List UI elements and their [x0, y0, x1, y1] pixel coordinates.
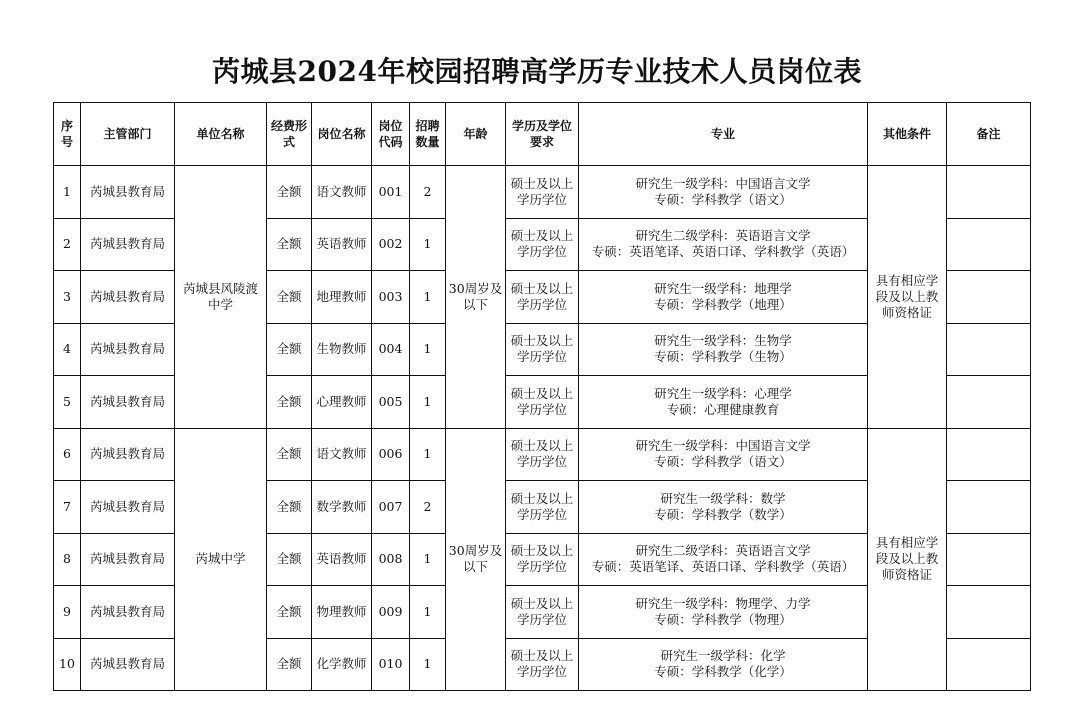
cell-code: 006: [372, 428, 410, 481]
header-education: 学历及学位要求: [506, 103, 579, 166]
education-line: 学历学位: [516, 506, 567, 522]
cell-funding: 全额: [267, 533, 312, 586]
cell-education: [506, 271, 579, 324]
cell-dept: 芮城县教育局: [81, 323, 175, 376]
positions-table: [53, 102, 1031, 691]
major-line: 专硕：英语笔译、英语口译、学科教学（英语）: [591, 244, 855, 260]
cell-notes: [947, 428, 1031, 481]
cell-seq: 3: [54, 271, 81, 324]
cell-notes: [947, 376, 1031, 429]
education-line: 硕士及以上: [510, 333, 574, 349]
cell-count: 1: [410, 533, 446, 586]
cell-education: [506, 533, 579, 586]
header-other: 其他条件: [868, 103, 947, 166]
cell-funding: 全额: [267, 166, 312, 219]
cell-position: 英语教师: [312, 533, 372, 586]
cell-dept: 芮城县教育局: [81, 376, 175, 429]
major-line: 专硕：学科教学（化学）: [654, 664, 792, 680]
cell-education: [506, 166, 579, 219]
cell-code: 008: [372, 533, 410, 586]
cell-seq: 8: [54, 533, 81, 586]
cell-notes: [947, 638, 1031, 691]
major-line: 研究生一级学科：物理学、力学: [635, 595, 811, 611]
cell-code: 002: [372, 218, 410, 271]
major-line: 专硕：心理健康教育: [666, 401, 780, 417]
cell-position: 心理教师: [312, 376, 372, 429]
education-line: 学历学位: [516, 191, 567, 207]
cell-dept: 芮城县教育局: [81, 166, 175, 219]
cell-education: [506, 376, 579, 429]
cell-seq: 1: [54, 166, 81, 219]
cell-funding: 全额: [267, 376, 312, 429]
education-line: 硕士及以上: [510, 438, 574, 454]
cell-code: 009: [372, 586, 410, 639]
cell-code: 007: [372, 481, 410, 534]
education-line: 硕士及以上: [510, 228, 574, 244]
cell-count: 1: [410, 271, 446, 324]
major-line: 专硕：学科教学（生物）: [654, 349, 792, 365]
header-age: 年龄: [446, 103, 506, 166]
cell-code: 003: [372, 271, 410, 324]
education-line: 学历学位: [516, 454, 567, 470]
cell-count: 1: [410, 323, 446, 376]
cell-notes: [947, 586, 1031, 639]
cell-position: 生物教师: [312, 323, 372, 376]
cell-position: 化学教师: [312, 638, 372, 691]
cell-dept: 芮城县教育局: [81, 428, 175, 481]
cell-major: [579, 271, 868, 324]
cell-funding: 全额: [267, 481, 312, 534]
cell-unit: 芮城中学: [175, 428, 267, 691]
cell-code: 005: [372, 376, 410, 429]
header-code: 岗位代码: [372, 103, 410, 166]
header-dept: 主管部门: [81, 103, 175, 166]
cell-major: [579, 166, 868, 219]
cell-funding: 全额: [267, 271, 312, 324]
cell-education: [506, 481, 579, 534]
cell-education: [506, 638, 579, 691]
major-line: 研究生一级学科：中国语言文学: [635, 438, 811, 454]
header-seq: 序号: [54, 103, 81, 166]
page-title: 芮城县2024年校园招聘高学历专业技术人员岗位表: [212, 55, 862, 88]
header-position: 岗位名称: [312, 103, 372, 166]
cell-education: [506, 323, 579, 376]
cell-funding: 全额: [267, 638, 312, 691]
cell-other: 具有相应学段及以上教师资格证: [868, 428, 947, 691]
table-row: [54, 428, 1031, 481]
cell-other: 具有相应学段及以上教师资格证: [868, 166, 947, 429]
education-line: 学历学位: [516, 401, 567, 417]
cell-count: 1: [410, 638, 446, 691]
cell-major: [579, 428, 868, 481]
education-line: 学历学位: [516, 244, 567, 260]
education-line: 硕士及以上: [510, 280, 574, 296]
education-line: 学历学位: [516, 349, 567, 365]
cell-position: 地理教师: [312, 271, 372, 324]
cell-position: 语文教师: [312, 428, 372, 481]
cell-dept: 芮城县教育局: [81, 638, 175, 691]
major-line: 专硕：学科教学（语文）: [654, 191, 792, 207]
cell-count: 1: [410, 428, 446, 481]
cell-funding: 全额: [267, 323, 312, 376]
cell-notes: [947, 218, 1031, 271]
major-line: 专硕：学科教学（语文）: [654, 454, 792, 470]
cell-dept: 芮城县教育局: [81, 481, 175, 534]
cell-count: 2: [410, 481, 446, 534]
cell-major: [579, 323, 868, 376]
cell-seq: 7: [54, 481, 81, 534]
cell-code: 010: [372, 638, 410, 691]
cell-position: 英语教师: [312, 218, 372, 271]
cell-funding: 全额: [267, 218, 312, 271]
header-count: 招聘数量: [410, 103, 446, 166]
major-line: 研究生二级学科：英语语言文学: [635, 228, 811, 244]
cell-unit: 芮城县风陵渡中学: [175, 166, 267, 429]
cell-dept: 芮城县教育局: [81, 586, 175, 639]
cell-education: [506, 218, 579, 271]
cell-major: [579, 586, 868, 639]
cell-education: [506, 586, 579, 639]
education-line: 学历学位: [516, 664, 567, 680]
major-line: 研究生一级学科：化学: [660, 648, 786, 664]
education-line: 硕士及以上: [510, 595, 574, 611]
education-line: 硕士及以上: [510, 175, 574, 191]
education-line: 硕士及以上: [510, 543, 574, 559]
table-row: [54, 166, 1031, 219]
education-line: 学历学位: [516, 296, 567, 312]
cell-notes: [947, 323, 1031, 376]
cell-education: [506, 428, 579, 481]
major-line: 研究生一级学科：数学: [660, 490, 786, 506]
major-line: 专硕：学科教学（地理）: [654, 296, 792, 312]
cell-seq: 5: [54, 376, 81, 429]
cell-position: 物理教师: [312, 586, 372, 639]
cell-dept: 芮城县教育局: [81, 533, 175, 586]
header-funding: 经费形式: [267, 103, 312, 166]
cell-major: [579, 218, 868, 271]
cell-position: 数学教师: [312, 481, 372, 534]
major-line: 研究生一级学科：地理学: [654, 280, 792, 296]
cell-dept: 芮城县教育局: [81, 218, 175, 271]
cell-major: [579, 638, 868, 691]
education-line: 硕士及以上: [510, 490, 574, 506]
cell-count: 1: [410, 218, 446, 271]
cell-count: 2: [410, 166, 446, 219]
cell-seq: 9: [54, 586, 81, 639]
cell-major: [579, 533, 868, 586]
major-line: 研究生一级学科：生物学: [654, 333, 792, 349]
major-line: 研究生一级学科：中国语言文学: [635, 175, 811, 191]
cell-age: 30周岁及以下: [446, 166, 506, 429]
cell-major: [579, 481, 868, 534]
cell-position: 语文教师: [312, 166, 372, 219]
education-line: 硕士及以上: [510, 648, 574, 664]
cell-seq: 6: [54, 428, 81, 481]
header-major: 专业: [579, 103, 868, 166]
major-line: 专硕：英语笔译、英语口译、学科教学（英语）: [591, 559, 855, 575]
cell-count: 1: [410, 586, 446, 639]
education-line: 学历学位: [516, 611, 567, 627]
cell-count: 1: [410, 376, 446, 429]
header-row: [54, 103, 1031, 166]
major-line: 专硕：学科教学（数学）: [654, 506, 792, 522]
header-unit: 单位名称: [175, 103, 267, 166]
cell-notes: [947, 481, 1031, 534]
cell-age: 30周岁及以下: [446, 428, 506, 691]
major-line: 专硕：学科教学（物理）: [654, 611, 792, 627]
major-line: 研究生一级学科：心理学: [654, 385, 792, 401]
cell-seq: 4: [54, 323, 81, 376]
cell-seq: 2: [54, 218, 81, 271]
education-line: 学历学位: [516, 559, 567, 575]
cell-funding: 全额: [267, 586, 312, 639]
cell-dept: 芮城县教育局: [81, 271, 175, 324]
cell-funding: 全额: [267, 428, 312, 481]
cell-notes: [947, 271, 1031, 324]
cell-notes: [947, 166, 1031, 219]
cell-notes: [947, 533, 1031, 586]
cell-major: [579, 376, 868, 429]
cell-code: 004: [372, 323, 410, 376]
header-notes: 备注: [947, 103, 1031, 166]
cell-code: 001: [372, 166, 410, 219]
education-line: 硕士及以上: [510, 385, 574, 401]
major-line: 研究生二级学科：英语语言文学: [635, 543, 811, 559]
cell-seq: 10: [54, 638, 81, 691]
